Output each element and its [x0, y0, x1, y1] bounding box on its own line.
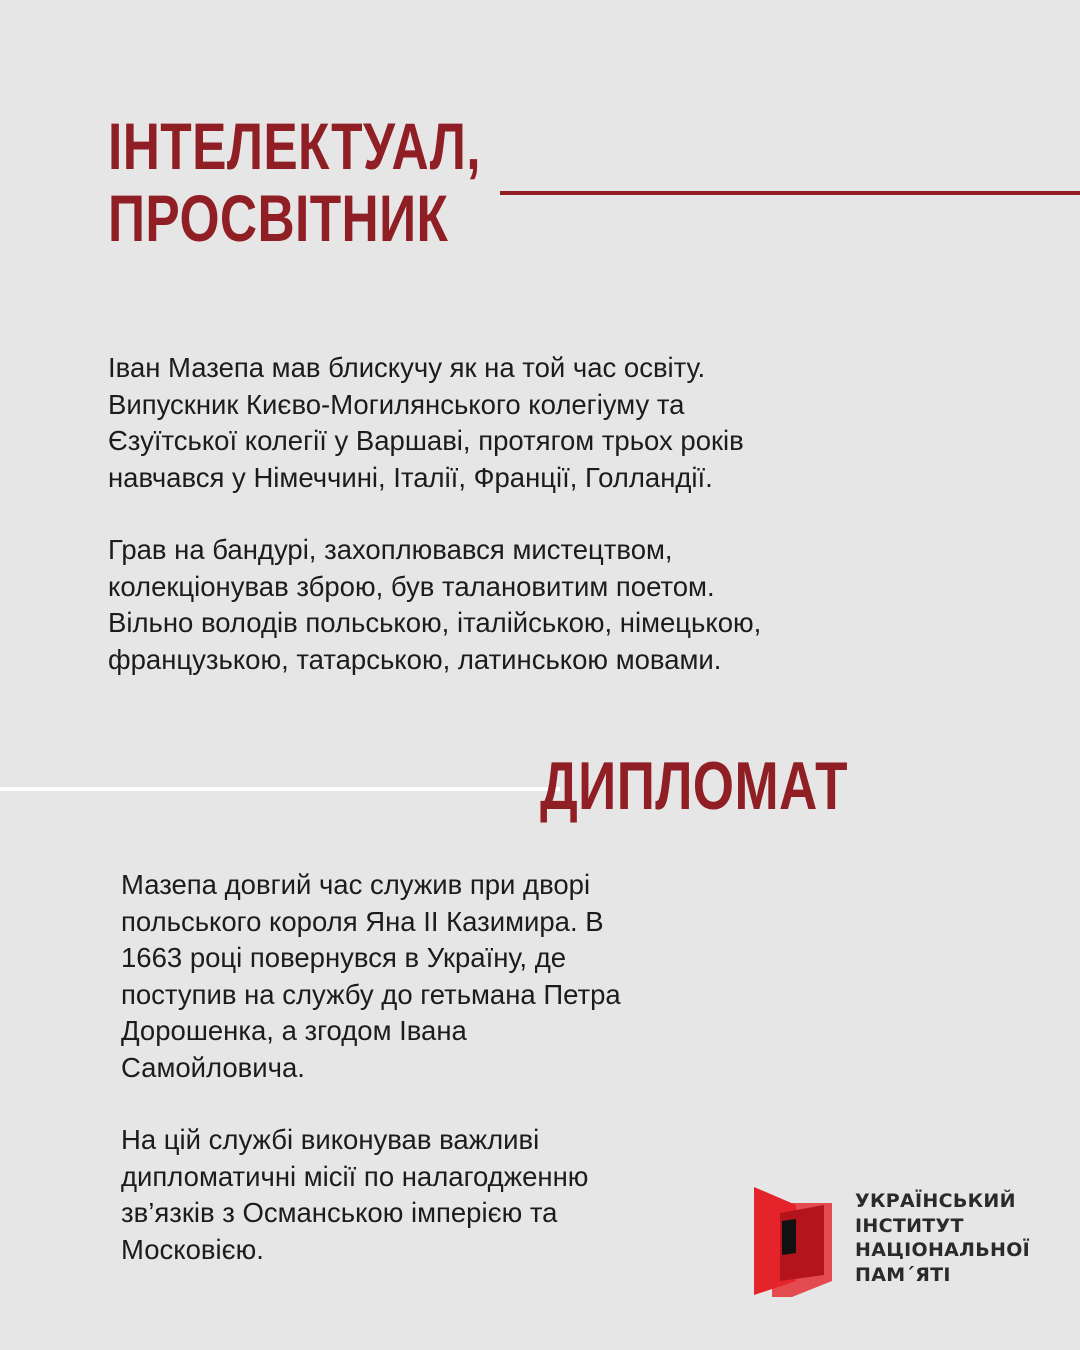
white-divider [0, 787, 560, 791]
institute-name [855, 1189, 1030, 1287]
text-line: Випускник Києво-Могилянського колегіуму та [108, 388, 685, 420]
logo-text-line: УКРАЇНСЬКИЙ [855, 1190, 1016, 1212]
text-line: На цій службі виконував важливі [121, 1124, 540, 1155]
text-line: навчався у Німеччині, Італії, Франції, Голландії. [108, 461, 713, 493]
text-line: Самойловича. [121, 1051, 305, 1083]
text-line: Мазепа довгий час служив при дворі [121, 869, 591, 900]
text-line: Єзуїтської колегії у Варшаві, протягом трьох років [108, 425, 744, 456]
text-line: поступив на службу до гетьмана Петра [121, 978, 621, 1010]
paragraph-talents [108, 532, 888, 678]
text-line: колекціонував зброю, був талановитим поетом. [108, 570, 715, 602]
text-line: французькою, татарською, латинською мовами. [108, 643, 722, 675]
text-line: Іван Мазепа мав блискучу як на той час освіту. [108, 352, 706, 383]
text-line: польського короля Яна ІІ Казимира. В [121, 905, 604, 937]
section-title-intellectual [108, 109, 481, 255]
text-line: Дорошенка, а згодом Івана [121, 1015, 467, 1046]
text-line: дипломатичні місії по налагодженню [121, 1160, 589, 1192]
accent-divider [500, 191, 1080, 195]
logo-text-line: ІНСТИТУТ [855, 1214, 964, 1237]
paragraph-service [121, 867, 721, 1086]
institute-logo-icon [752, 1185, 836, 1299]
text-line: Вільно володів польською, італійською, німецькою, [108, 607, 762, 638]
logo-text-line: ПАМ´ЯТІ [855, 1263, 951, 1286]
title-line: ПРОСВІТНИК [108, 181, 449, 255]
section-title-diplomat: ДИПЛОМАТ [540, 748, 848, 824]
text-line: зв’язків з Османською імперією та [121, 1197, 558, 1228]
logo-text-line: НАЦІОНАЛЬНОЇ [855, 1239, 1031, 1261]
text-line: 1663 році повернувся в Україну, де [121, 942, 567, 973]
paragraph-education [108, 350, 888, 496]
text-line: Московією. [121, 1233, 264, 1265]
institute-logo [752, 1185, 1052, 1300]
paragraph-missions [121, 1122, 721, 1268]
title-line: ІНТЕЛЕКТУАЛ, [108, 109, 481, 183]
text-line: Грав на бандурі, захоплювався мистецтвом, [108, 534, 673, 565]
